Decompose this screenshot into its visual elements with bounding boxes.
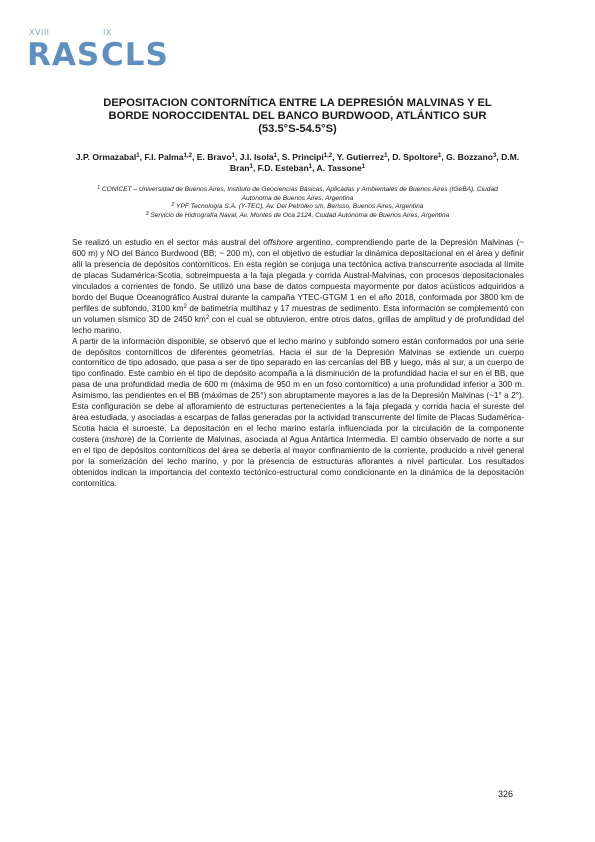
affiliation bbox=[85, 186, 510, 203]
author-affil-mark: 1,2 bbox=[323, 153, 333, 159]
affiliation-list bbox=[85, 186, 510, 220]
logo-word-left: RAS bbox=[27, 37, 101, 73]
author-separator: , bbox=[234, 152, 240, 162]
paragraph-text: Se realizó un estudio en el sector más austral del bbox=[72, 238, 264, 247]
author-name: J.I. Isola bbox=[239, 152, 274, 162]
author-affil-mark: 1 bbox=[249, 164, 253, 170]
paragraph-text: con el cual se obtuvieron, entre otros datos, grillas de amplitud y de profundidad del lecho marino. bbox=[72, 314, 524, 335]
affiliation-text: Servicio de Hidrografía Naval, Av. Montes de Oca 2124, Ciudad Autónoma de Buenos Aires, Argentina bbox=[150, 211, 450, 219]
logo-roman-right: IX bbox=[103, 28, 112, 37]
italic-term: offshore bbox=[263, 238, 294, 247]
page-number: 326 bbox=[498, 789, 514, 799]
author-name: G. Bozzano bbox=[446, 152, 493, 162]
unit-exponent: 2 bbox=[205, 314, 210, 321]
author-name: A. Tassone bbox=[316, 163, 362, 173]
author-separator: , bbox=[332, 152, 337, 162]
affiliation-mark: 1 bbox=[97, 185, 100, 191]
paragraph-text: A partir de la información disponible, se observó que el lecho marino y subfondo somero están conformados por una serie de depósitos contorníticos de diferentes geometrías. Hacia el sur de la Depresión Malvinas se extiende un cuerpo contornítico de tipo adosado, que pasa a ser de tipo separado en las cercanías del BB y luego, más al sur, a un cuerpo de tipo confinado. Este cambio en el tipo de depósito acompaña a la disminución de la profundidad hacia el sur en el BB, que pasa de una profundidad media de 600 m (máxima de 950 m en un foso contornítico) a una profundidad inferior a 300 m. Asimismo, las pendientes en el BB (máximas de 25°) son abruptamente mayores a las de la Depresión Malvinas (~1° a 2°). Esta configuración se debe al afloramiento de estructuras pertenecientes a la faja plegada y corrida hacia el sureste del área estudiada, y asociadas a escarpas de fallas generadas por la actividad transcurrente del límite de Placas Sudamérica-Scotia hacia el suroeste. La depositación en el lecho marino estaría influenciada por la circulación de la componente costera ( bbox=[72, 336, 524, 445]
author-affil-mark: 1 bbox=[273, 153, 277, 159]
author-list bbox=[62, 152, 533, 174]
author-separator: , bbox=[441, 152, 447, 162]
abstract-body bbox=[72, 238, 524, 490]
affiliation-text: YPF Tecnología S.A. (Y-TEC), Av. Del Petróleo s/n, Berisso, Buenos Aires, Argentina bbox=[176, 203, 424, 211]
author-separator: , bbox=[276, 152, 282, 162]
logo-roman-left: XVIII bbox=[29, 28, 50, 37]
author-name: F.D. Esteban bbox=[257, 163, 309, 173]
author-affil-mark: 1 bbox=[438, 153, 442, 159]
author-separator: , bbox=[496, 152, 502, 162]
author-affil-mark: 1 bbox=[308, 164, 313, 170]
conference-logo bbox=[27, 28, 169, 78]
author-separator: , bbox=[312, 163, 317, 173]
author-name: D.M. Bran bbox=[229, 152, 520, 173]
author-affil-mark: 1 bbox=[361, 164, 366, 170]
italic-term: inshore bbox=[104, 435, 132, 445]
author-name: Y. Gutierrez bbox=[336, 152, 385, 162]
affiliation bbox=[85, 203, 510, 212]
paragraph bbox=[72, 238, 524, 337]
author-name: J.P. Ormazabal bbox=[75, 152, 137, 162]
paper-title bbox=[60, 97, 535, 136]
author-affil-mark: 1 bbox=[231, 153, 235, 159]
affiliation-text: CONICET – Universidad de Buenos Aires, Instituto de Geociencias Básicas, Aplicadas y Ambientales de Buenos Aires (IGeBA), Ciudad Autónoma de Buenos Aires, Argentina bbox=[101, 186, 498, 202]
paragraph bbox=[72, 337, 524, 490]
author-affil-mark: 3 bbox=[492, 153, 497, 159]
author-affil-mark: 1,2 bbox=[183, 153, 192, 159]
author-separator: , bbox=[387, 152, 393, 162]
paragraph-text: ) de la Corriente de Malvinas, asociada al Agua Antártica Intermedia. El cambio observado de norte a sur en el tipo de depósitos contorníticos del área se debería al mayor confinamiento de la corriente, producido a nivel general por la somerización del lecho marino, y por la presencia de estructuras aflorantes a nivel particular. Los resultados obtenidos indican la importancia del contexto tectónico-estructural como condicionante en la dinámica de la depositación contornítica. bbox=[72, 435, 524, 488]
author-name: F.I. Palma bbox=[144, 152, 184, 162]
paragraph-text: argentino, comprendiendo parte de la Depresión Malvinas (~ 600 m) y NO del Banco Burdwood (BB; ~ 200 m), con el objetivo de estudiar la dinámica depositacional en el área y definir allí la presencia de depósitos contorníticos. En esta región se conjuga una tectónica activa transcurrente asociada al límite de placas Sudamérica-Scotia, sobreimpuesta a la faja plegada y corrida Austral-Malvinas, con procesos depositacionales vinculados a corrientes de fondo. Se utilizó una base de datos compuesta mayormente por datos acústicos adquiridos a bordo del Buque Oceanográfico Austral durante la campaña YTEC-GTGM 1 en el año 2018, conformada por 3800 km de perfiles de subfondo, 3100 km bbox=[72, 238, 525, 313]
affiliation-mark: 2 bbox=[171, 202, 175, 209]
title-line: DEPOSITACION CONTORNÍTICA ENTRE LA DEPRESIÓN MALVINAS Y EL bbox=[103, 97, 492, 109]
affiliation-mark: 3 bbox=[145, 210, 149, 217]
author-name: S. Principi bbox=[281, 152, 324, 162]
affiliation bbox=[85, 212, 510, 221]
author-affil-mark: 1 bbox=[136, 153, 140, 159]
paragraph-text: de batimetría multihaz y 17 muestras de sedimento. Esta información se complementó con un volumen sísmico 3D de 2450 km bbox=[72, 303, 525, 324]
author-separator: , bbox=[139, 152, 145, 162]
unit-exponent: 2 bbox=[183, 303, 187, 310]
author-separator: , bbox=[191, 152, 197, 162]
author-affil-mark: 1 bbox=[384, 153, 388, 159]
author-name: E. Bravo bbox=[196, 152, 232, 162]
author-name: D. Spoltore bbox=[392, 152, 439, 162]
title-line: (53.5°S-54.5°S) bbox=[258, 123, 337, 135]
author-separator: , bbox=[252, 163, 258, 173]
title-line: BORDE NOROCCIDENTAL DEL BANCO BURDWOOD, ATLÁNTICO SUR bbox=[108, 110, 487, 122]
logo-word-right: CLS bbox=[101, 37, 169, 73]
